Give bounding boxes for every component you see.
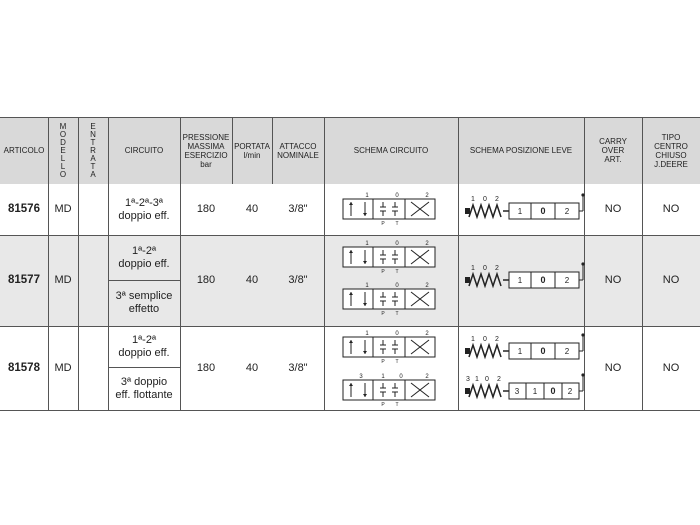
lever-pos: 1 [517, 207, 523, 216]
lever-symbol [465, 373, 585, 399]
port-label: 3 [359, 374, 363, 380]
port-label: 0 [395, 283, 399, 289]
lever-label: 2 [495, 196, 499, 203]
lever-pos: 1 [517, 276, 523, 285]
header-tipo-centro: TIPO CENTRO CHIUSO J.DEERE [654, 132, 688, 169]
spring-icon [469, 385, 501, 397]
attacco-cell: 3/8" [288, 274, 308, 286]
modello-cell: MD [54, 203, 72, 215]
circuito-cell: 3ª semplice effetto [115, 290, 173, 315]
port-label: P [381, 402, 385, 408]
schematics-layer [0, 117, 700, 411]
lever-end [465, 348, 470, 354]
modello-header-letter: E [60, 145, 66, 155]
port-label: 1 [365, 193, 369, 199]
port-label: 2 [425, 331, 429, 337]
valve-body [343, 380, 435, 400]
carry-over-cell: NO [604, 361, 622, 374]
lever-symbol [465, 333, 585, 359]
lever-pos: 0 [540, 275, 546, 285]
lever-label: 2 [497, 376, 501, 383]
header-pressione: PRESSIONE MASSIMA ESERCIZIO bar [182, 132, 230, 169]
valve-body [343, 247, 435, 267]
port-label: P [381, 221, 385, 227]
lever-label: 0 [483, 336, 487, 343]
portata-cell: 40 [245, 274, 259, 286]
articolo-cell: 81576 [8, 203, 40, 215]
pressione-cell: 180 [196, 274, 216, 286]
header-articolo: ARTICOLO [3, 146, 45, 155]
entrata-header-letter: T [90, 161, 96, 171]
lever-label: 1 [471, 336, 475, 343]
port-label: P [381, 269, 385, 275]
modello-header-letter: O [59, 129, 67, 139]
entrata-header-letter: N [90, 129, 96, 139]
valve-body [343, 199, 435, 219]
lever-label: 2 [495, 265, 499, 272]
port-label: T [395, 221, 399, 227]
lever-pos: 1 [532, 387, 538, 396]
lever-pos: 0 [540, 346, 546, 356]
lever-label: 0 [485, 376, 489, 383]
carry-over-cell: NO [604, 274, 622, 286]
lever-end [465, 277, 470, 283]
valve-symbol [343, 241, 435, 275]
port-label: T [395, 359, 399, 365]
lever-knob [581, 262, 584, 265]
valve-body [343, 337, 435, 357]
lever-label: 1 [471, 196, 475, 203]
modello-header-letter: L [60, 153, 66, 163]
lever-label: 0 [483, 196, 487, 203]
modello-header-letter: L [60, 161, 66, 171]
lever-label: 1 [471, 265, 475, 272]
lever-pos: 2 [564, 347, 570, 356]
modello-cell: MD [54, 274, 72, 286]
lever-end [465, 208, 470, 214]
lever-label: 3 [466, 376, 470, 383]
pressione-cell: 180 [196, 203, 216, 215]
port-label: T [395, 269, 399, 275]
portata-cell: 40 [245, 361, 259, 374]
lever-knob [581, 193, 584, 196]
circuito-cell: 1ª-2ª doppio eff. [118, 333, 170, 359]
attacco-cell: 3/8" [288, 203, 308, 215]
entrata-header-letter: A [90, 169, 96, 179]
attacco-cell: 3/8" [288, 361, 308, 374]
entrata-header-letter: T [90, 137, 96, 147]
circuito-cell: 1ª-2ª-3ª doppio eff. [118, 196, 170, 222]
modello-header-letter: O [59, 169, 67, 179]
header-attacco: ATTACCO NOMINALE [277, 141, 319, 160]
port-label: 0 [399, 374, 403, 380]
port-label: T [395, 402, 399, 408]
valve-symbol [343, 283, 435, 317]
port-label: 2 [425, 193, 429, 199]
tipo-centro-cell: NO [662, 361, 680, 374]
lever-knob [581, 373, 584, 376]
port-label: 0 [395, 193, 399, 199]
circuito-cell: 1ª-2ª doppio eff. [118, 244, 170, 270]
valve-symbol [343, 331, 435, 365]
pressione-cell: 180 [196, 361, 216, 374]
lever-knob [581, 333, 584, 336]
valve-spec-table [0, 117, 700, 411]
port-label: 1 [365, 241, 369, 247]
spring-icon [469, 205, 501, 217]
articolo-cell: 81578 [8, 361, 40, 374]
port-label: 2 [425, 283, 429, 289]
tipo-centro-cell: NO [662, 203, 680, 215]
spring-icon [469, 345, 501, 357]
valve-symbol [343, 374, 435, 408]
port-label: P [381, 311, 385, 317]
header-schema-circuito: SCHEMA CIRCUITO [353, 146, 429, 155]
header-carry-over: CARRY OVER ART. [599, 137, 627, 164]
carry-over-cell: NO [604, 203, 622, 215]
portata-cell: 40 [245, 203, 259, 215]
lever-pos: 2 [567, 387, 573, 396]
circuito-cell: 3ª doppio eff. flottante [115, 375, 173, 401]
lever-pos: 3 [514, 387, 520, 396]
lever-label: 0 [483, 265, 487, 272]
port-label: 0 [395, 331, 399, 337]
modello-cell: MD [54, 361, 72, 374]
lever-label: 2 [495, 336, 499, 343]
header-circuito: CIRCUITO [124, 146, 164, 155]
port-label: 2 [425, 374, 429, 380]
header-portata: PORTATA l/min [234, 141, 270, 160]
port-label: 1 [381, 374, 385, 380]
entrata-header-letter: A [90, 153, 96, 163]
lever-pos: 0 [550, 386, 556, 396]
lever-pos: 2 [564, 276, 570, 285]
entrata-header-letter: R [90, 145, 96, 155]
lever-label: 1 [475, 376, 479, 383]
valve-symbol [343, 193, 435, 227]
modello-header-letter: M [59, 121, 67, 131]
lever-pos: 1 [517, 347, 523, 356]
articolo-cell: 81577 [8, 274, 40, 286]
lever-pos: 0 [540, 206, 546, 216]
entrata-header-letter: E [90, 121, 96, 131]
lever-symbol [465, 193, 585, 219]
port-label: P [381, 359, 385, 365]
port-label: T [395, 311, 399, 317]
header-schema-leve: SCHEMA POSIZIONE LEVE [469, 146, 573, 155]
modello-header-letter: D [60, 137, 66, 147]
valve-body [343, 289, 435, 309]
lever-end [465, 388, 470, 394]
port-label: 1 [365, 283, 369, 289]
lever-pos: 2 [564, 207, 570, 216]
tipo-centro-cell: NO [662, 274, 680, 286]
port-label: 0 [395, 241, 399, 247]
lever-symbol [465, 262, 585, 288]
port-label: 1 [365, 331, 369, 337]
spring-icon [469, 274, 501, 286]
port-label: 2 [425, 241, 429, 247]
